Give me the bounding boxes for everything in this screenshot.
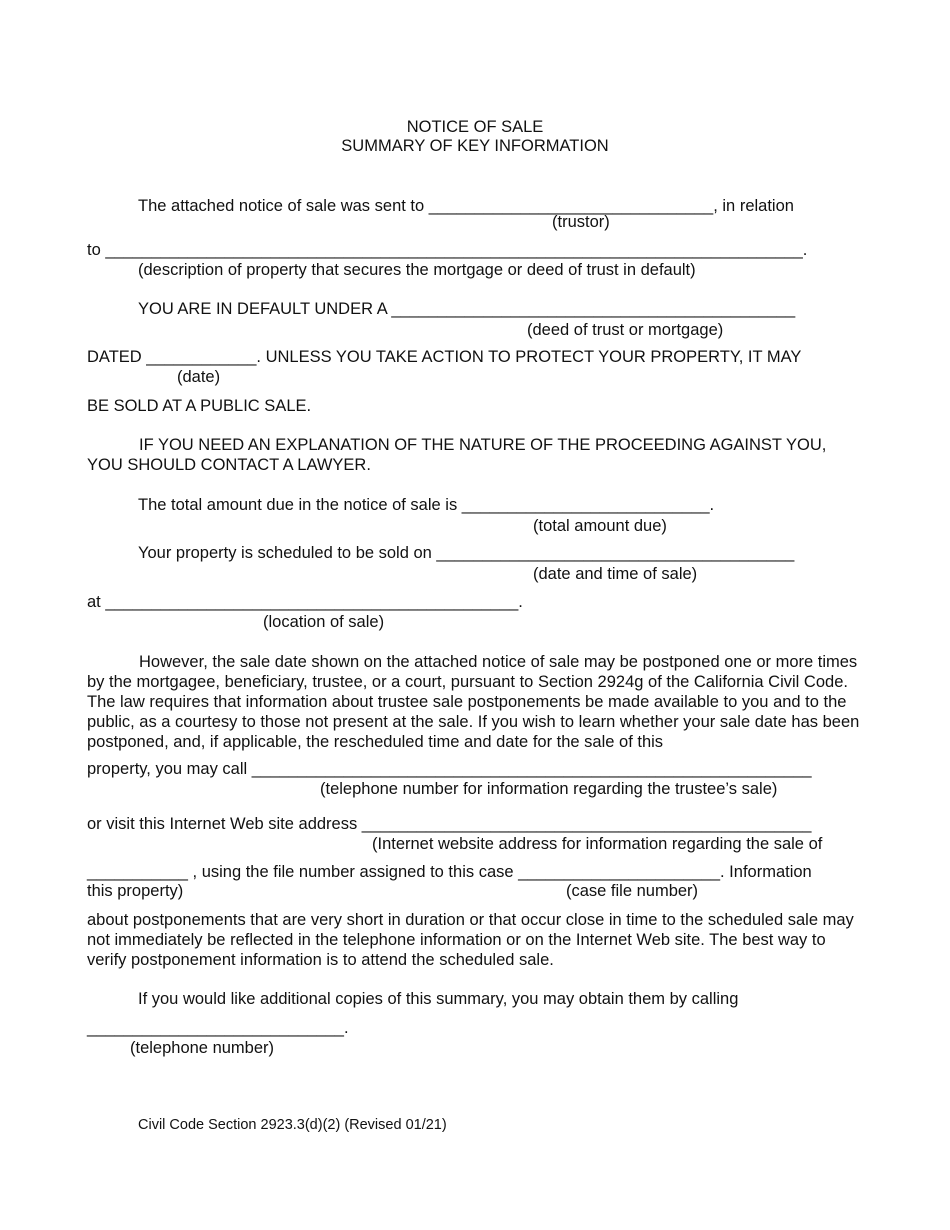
- caption-location-of-sale: (location of sale): [263, 613, 385, 631]
- default-line: YOU ARE IN DEFAULT UNDER A ____________________________________________: [138, 300, 796, 318]
- phone-call-line: property, you may call _____________________________________________________________: [87, 760, 812, 778]
- copies-phone-blank: ____________________________.: [87, 1019, 349, 1037]
- website-line: or visit this Internet Web site address _________________________________________________: [87, 815, 812, 833]
- caption-trustor: (trustor): [552, 213, 610, 231]
- file-number-line: ___________ , using the file number assigned to this case ______________________. Information: [87, 863, 812, 881]
- caption-case-file-number: (case file number): [566, 882, 699, 900]
- postponement-paragraph: However, the sale date shown on the attached notice of sale may be postponed one or more times by the mortgagee, beneficiary, trustee, or a court, pursuant to Section 2924g of the California Civil Code. The law requires that information about trustee sale postponements be made available to you and to the public, as a courtesy to those not present at the sale. If you wish to learn whether your sale date has been postponed, and, if applicable, the rescheduled time and date for the sale of this: [87, 653, 860, 751]
- footer-civil-code: Civil Code Section 2923.3(d)(2) (Revised 01/21): [138, 1117, 447, 1133]
- caption-trustee-phone: (telephone number for information regarding the trustee’s sale): [320, 780, 778, 798]
- property-line: to ____________________________________________________________________________.: [87, 241, 808, 259]
- title-notice-of-sale: NOTICE OF SALE: [406, 118, 544, 136]
- location-line: at _____________________________________________.: [87, 593, 523, 611]
- dated-line: DATED ____________. UNLESS YOU TAKE ACTION TO PROTECT YOUR PROPERTY, IT MAY: [87, 348, 802, 366]
- caption-total-amount: (total amount due): [533, 517, 667, 535]
- scheduled-sale-line: Your property is scheduled to be sold on _______________________________________: [138, 544, 795, 562]
- caption-date: (date): [177, 368, 221, 386]
- caption-date-time-of-sale: (date and time of sale): [533, 565, 698, 583]
- total-amount-line: The total amount due in the notice of sale is ___________________________.: [138, 496, 715, 514]
- lawyer-paragraph: IF YOU NEED AN EXPLANATION OF THE NATURE OF THE PROCEEDING AGAINST YOU, YOU SHOULD CONTACT A LAWYER.: [87, 436, 827, 474]
- caption-this-property: this property): [87, 882, 184, 900]
- short-postponement-paragraph: about postponements that are very short in duration or that occur close in time to the scheduled sale may not immediately be reflected in the telephone information or on the Internet Web site. The best way to verify postponement information is to attend the scheduled sale.: [87, 911, 854, 969]
- sent-to-line: The attached notice of sale was sent to _______________________________, in relation: [138, 197, 794, 215]
- public-sale-line: BE SOLD AT A PUBLIC SALE.: [87, 397, 312, 415]
- title-summary: SUMMARY OF KEY INFORMATION: [341, 137, 609, 155]
- caption-telephone-number: (telephone number): [130, 1039, 275, 1057]
- caption-property-description: (description of property that secures the mortgage or deed of trust in default): [138, 261, 696, 279]
- caption-website-address: (Internet website address for information regarding the sale of: [372, 835, 823, 853]
- additional-copies-line: If you would like additional copies of this summary, you may obtain them by calling: [138, 990, 739, 1008]
- caption-deed-or-mortgage: (deed of trust or mortgage): [527, 321, 724, 339]
